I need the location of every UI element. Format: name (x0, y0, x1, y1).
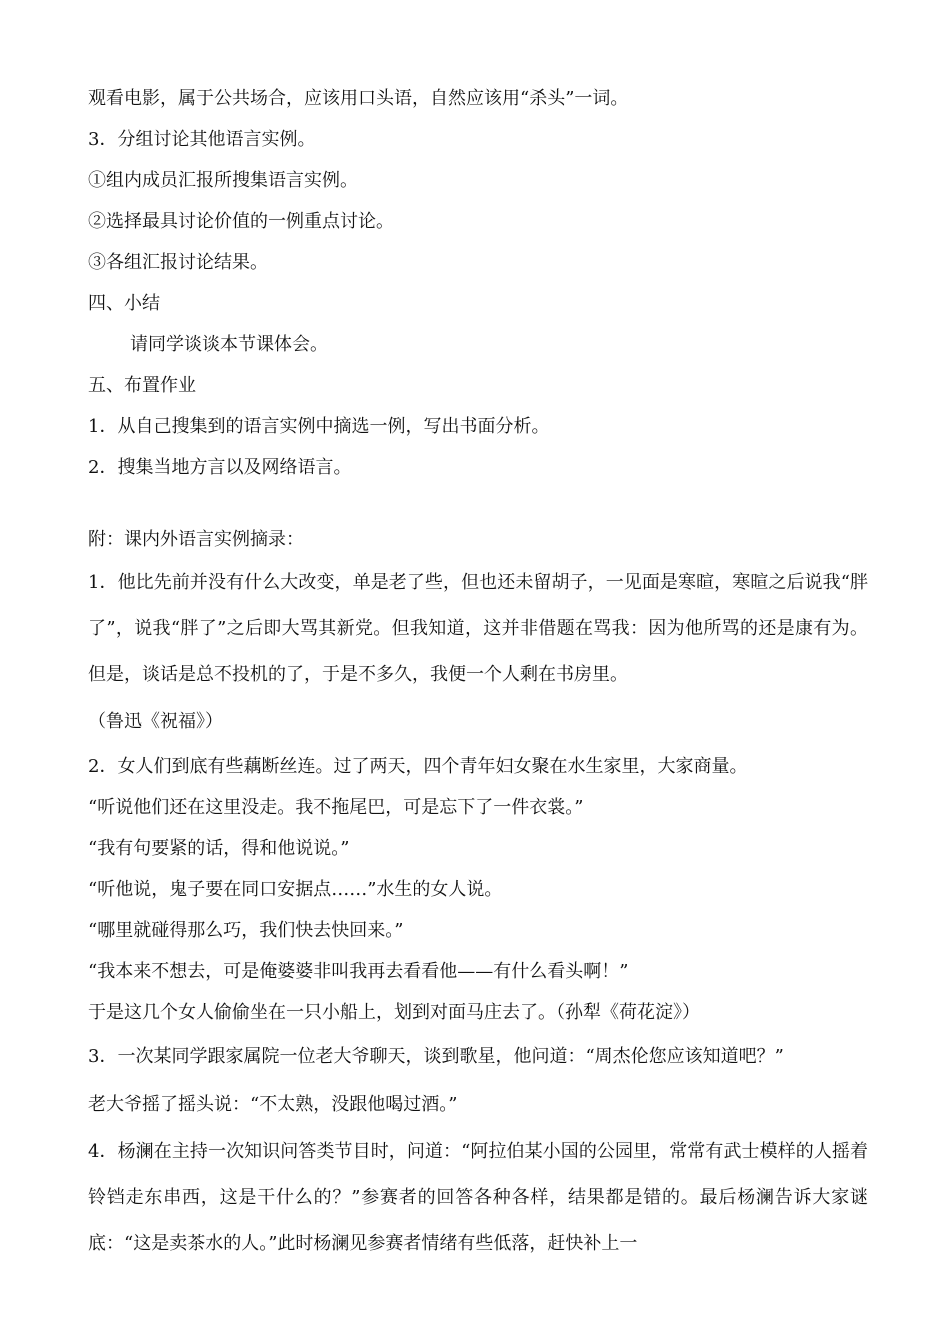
text-line: 1．从自己搜集到的语言实例中摘选一例，写出书面分析。 (88, 416, 550, 437)
example-2: 2．女人们到底有些藕断丝连。过了两天，四个青年妇女聚在水生家里，大家商量。 (88, 756, 748, 777)
section-heading-summary: 四、小结 (88, 293, 160, 314)
dialogue-line: “哪里就碰得那么巧，我们快去快回来。” (88, 920, 404, 941)
example-3-reply: 老大爷摇了摇头说：“不太熟，没跟他喝过酒。” (88, 1094, 458, 1115)
text-line: ③各组汇报讨论结果。 (88, 252, 268, 273)
blank-line (88, 488, 868, 519)
dialogue-line: “我有句要紧的话，得和他说说。” (88, 838, 350, 859)
example-3: 3．一次某同学跟家属院一位老大爷聊天，谈到歌星，他问道：“周杰伦您应该知道吧？” (88, 1046, 784, 1067)
dialogue-line: “我本来不想去，可是俺婆婆非叫我再去看看他——有什么看头啊！” (88, 961, 629, 982)
text-line: ②选择最具讨论价值的一例重点讨论。 (88, 211, 394, 232)
section-heading-homework: 五、布置作业 (88, 375, 196, 396)
example-1: 1．他比先前并没有什么大改变，单是老了些，但也还未留胡子，一见面是寒暄，寒暄之后说我“胖了”，说我“胖了”之后即大骂其新党。但我知道，这并非借题在骂我：因为他所骂的还是康有为。但是，谈话是总不投机的了，于是不多久，我便一个人剩在书房里。 (88, 572, 868, 685)
text-line: 2．搜集当地方言以及网络语言。 (88, 457, 352, 478)
dialogue-line: “听他说，鬼子要在同口安据点……”水生的女人说。 (88, 879, 503, 900)
example-1-source: （鲁迅《祝福》） (88, 711, 223, 732)
text-line: 请同学谈谈本节课体会。 (130, 334, 328, 355)
dialogue-line: “听说他们还在这里没走。我不拖尾巴，可是忘下了一件衣裳。” (88, 797, 584, 818)
appendix-heading: 附：课内外语言实例摘录： (88, 529, 304, 550)
example-4: 4．杨澜在主持一次知识问答类节目时，问道：“阿拉伯某小国的公园里，常常有武士模样的人摇着铃铛走东串西，这是干什么的？”参赛者的回答各种各样，结果都是错的。最后杨澜告诉大家谜底：“这是卖茶水的人。”此时杨澜见参赛者情绪有些低落，赶快补上一 (88, 1141, 868, 1254)
document-page (88, 78, 868, 1267)
example-2-end: 于是这几个女人偷偷坐在一只小船上，划到对面马庄去了。（孙犁《荷花淀》） (88, 1002, 700, 1023)
text-line: ①组内成员汇报所搜集语言实例。 (88, 170, 358, 191)
text-line: 3．分组讨论其他语言实例。 (88, 129, 316, 150)
text-line: 观看电影，属于公共场合，应该用口头语，自然应该用“杀头”一词。 (88, 88, 629, 109)
